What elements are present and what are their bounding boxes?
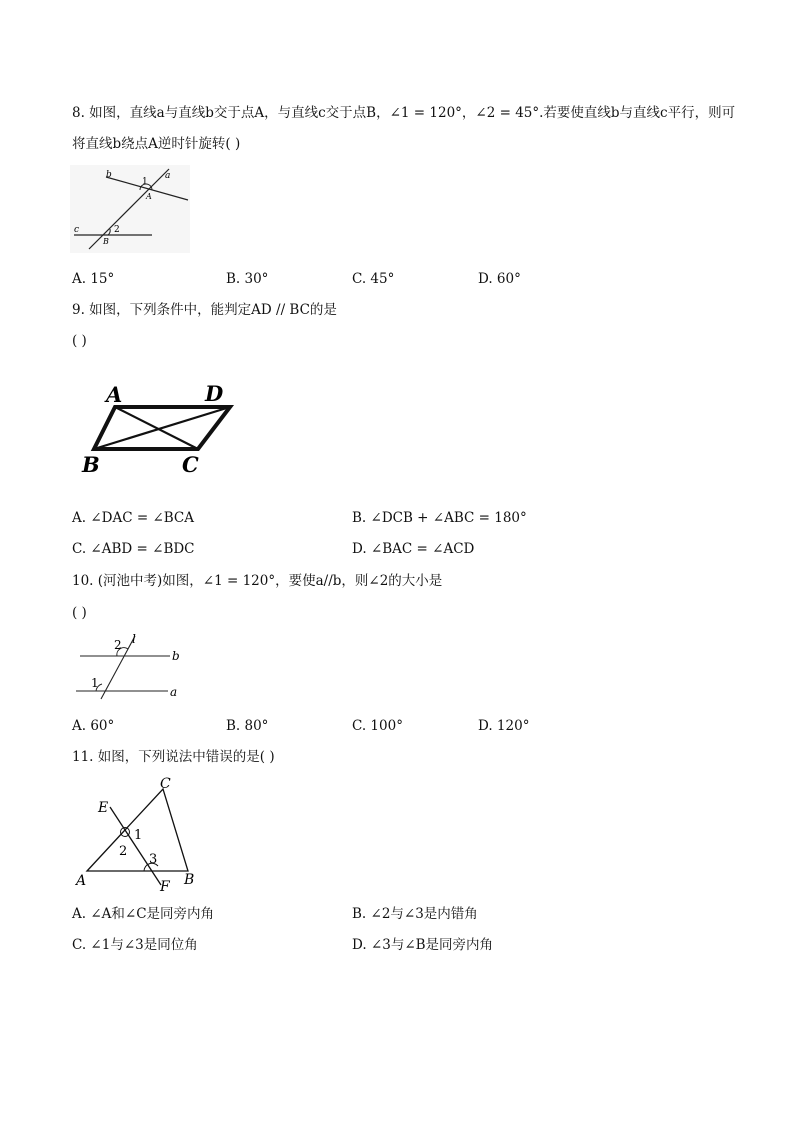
q9-option-d[interactable]: D. ∠BAC = ∠ACD xyxy=(352,541,475,557)
q10-stem-line1: 10. (河池中考)如图，∠1 = 120°，要使a//b，则∠2的大小是 xyxy=(72,573,443,589)
q8-label-1: 1 xyxy=(142,177,148,187)
q11-label-2: 2 xyxy=(119,844,128,859)
q9-label-B: B xyxy=(82,452,100,477)
q11-option-a[interactable]: A. ∠A和∠C是同旁内角 xyxy=(72,906,215,922)
q8-figure xyxy=(70,165,190,253)
q11-option-b[interactable]: B. ∠2与∠3是内错角 xyxy=(352,906,478,922)
q10-label-a: a xyxy=(170,685,178,699)
q9-option-c[interactable]: C. ∠ABD = ∠BDC xyxy=(72,541,195,557)
q8-label-b: b xyxy=(106,170,112,180)
q10-stem-line2: ( ) xyxy=(72,605,87,621)
q11-figure xyxy=(72,774,212,896)
q8-option-c[interactable]: C. 45° xyxy=(352,271,395,287)
q11-label-A: A xyxy=(76,873,87,889)
q9-label-D: D xyxy=(205,381,224,406)
q11-label-C: C xyxy=(160,776,171,792)
q11-stem-line1: 11. 如图，下列说法中错误的是( ) xyxy=(72,749,275,765)
q9-option-b[interactable]: B. ∠DCB + ∠ABC = 180° xyxy=(352,510,527,526)
q11-label-E: E xyxy=(98,800,109,816)
q10-label-l: l xyxy=(132,632,136,646)
q8-label-2: 2 xyxy=(114,225,120,235)
q9-option-a[interactable]: A. ∠DAC = ∠BCA xyxy=(72,510,195,526)
q10-option-b[interactable]: B. 80° xyxy=(226,718,269,734)
q10-option-a[interactable]: A. 60° xyxy=(72,718,115,734)
q9-stem-line1: 9. 如图，下列条件中，能判定AD // BC的是 xyxy=(72,302,337,318)
q9-label-C: C xyxy=(182,452,199,477)
q8-label-B: B xyxy=(103,237,109,246)
q8-stem-line2: 将直线b绕点A逆时针旋转( ) xyxy=(72,136,241,152)
q9-figure xyxy=(78,378,228,478)
q8-label-a: a xyxy=(165,171,171,181)
q10-label-1: 1 xyxy=(91,676,99,690)
q9-stem-line2: ( ) xyxy=(72,333,87,349)
q10-label-2: 2 xyxy=(114,638,122,652)
q9-diagonal-bd xyxy=(94,407,230,449)
q10-option-d[interactable]: D. 120° xyxy=(478,718,530,734)
q11-label-3: 3 xyxy=(149,852,158,867)
q11-label-B: B xyxy=(184,872,195,888)
q8-stem-line1: 8. 如图，直线a与直线b交于点A，与直线c交于点B，∠1 = 120°，∠2 = 45°.若要使直线b与直线c平行，则可 xyxy=(72,105,736,121)
q10-option-c[interactable]: C. 100° xyxy=(352,718,403,734)
q11-label-F: F xyxy=(160,879,170,895)
q8-option-b[interactable]: B. 30° xyxy=(226,271,269,287)
q9-label-A: A xyxy=(106,382,123,407)
q8-option-a[interactable]: A. 15° xyxy=(72,271,115,287)
q11-option-d[interactable]: D. ∠3与∠B是同旁内角 xyxy=(352,937,494,953)
q11-option-c[interactable]: C. ∠1与∠3是同位角 xyxy=(72,937,198,953)
q10-figure xyxy=(72,632,192,702)
q9-diagonal-ac xyxy=(115,407,198,449)
q8-figure-background xyxy=(70,165,190,253)
q11-label-1: 1 xyxy=(134,828,143,843)
q10-label-b: b xyxy=(172,649,180,663)
q8-label-A: A xyxy=(146,192,152,201)
q8-label-c: c xyxy=(74,225,80,235)
q8-option-d[interactable]: D. 60° xyxy=(478,271,521,287)
